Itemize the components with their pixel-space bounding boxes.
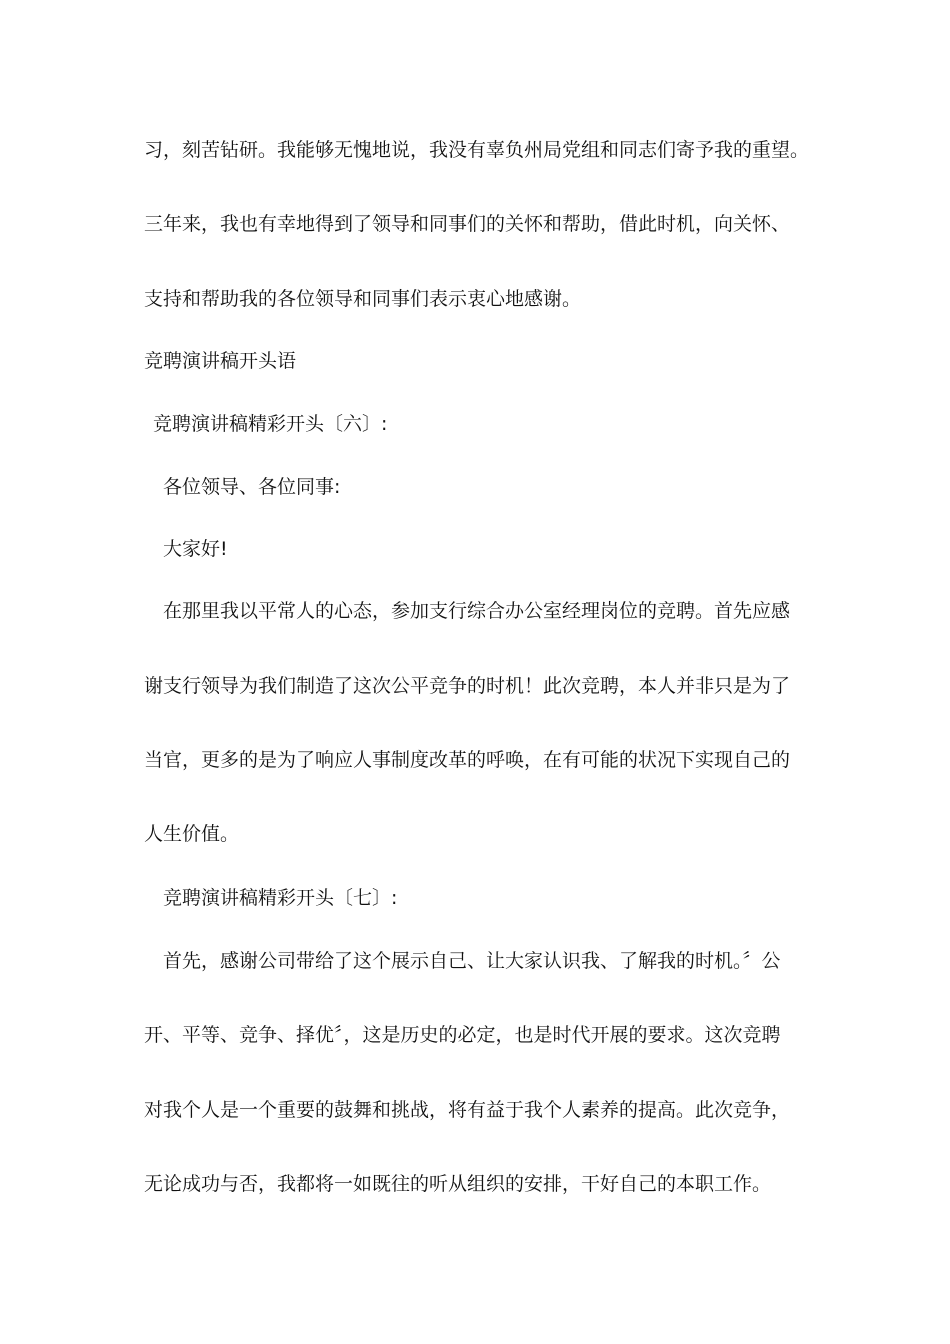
paragraph-line: 当官，更多的是为了响应人事制度改革的呼唤，在有可能的状况下实现自己的: [144, 749, 791, 771]
paragraph-line: 开、平等、竞争、择优〞，这是历史的必定，也是时代开展的要求。这次竞聘: [144, 1024, 781, 1046]
paragraph-line: 习，刻苦钻研。我能够无愧地说，我没有辜负州局党组和同志们寄予我的重望。: [144, 139, 810, 161]
paragraph-line: 对我个人是一个重要的鼓舞和挑战，将有益于我个人素养的提高。此次竞争，: [144, 1099, 791, 1121]
paragraph-line: 支持和帮助我的各位领导和同事们表示衷心地感谢。: [144, 288, 582, 310]
salutation: 各位领导、各位同事:: [163, 476, 341, 498]
paragraph-line: 在那里我以平常人的心态，参加支行综合办公室经理岗位的竞聘。首先应感: [163, 600, 791, 622]
section-heading: 竞聘演讲稿开头语: [144, 350, 297, 372]
paragraph-line: 首先，感谢公司带给了这个展示自己、让大家认识我、了解我的时机。〞公: [163, 950, 781, 972]
paragraph-line: 谢支行领导为我们制造了这次公平竞争的时机！此次竞聘，本人并非只是为了: [144, 675, 791, 697]
paragraph-line: 三年来，我也有幸地得到了领导和同事们的关怀和帮助，借此时机，向关怀、: [144, 213, 791, 235]
subsection-heading: 竞聘演讲稿精彩开头〔七〕:: [163, 887, 398, 909]
subsection-heading: 竞聘演讲稿精彩开头〔六〕:: [153, 413, 388, 435]
paragraph-line: 人生价值。: [144, 823, 240, 845]
paragraph-line: 无论成功与否，我都将一如既往的听从组织的安排，干好自己的本职工作。: [144, 1173, 772, 1195]
greeting: 大家好!: [163, 538, 228, 560]
